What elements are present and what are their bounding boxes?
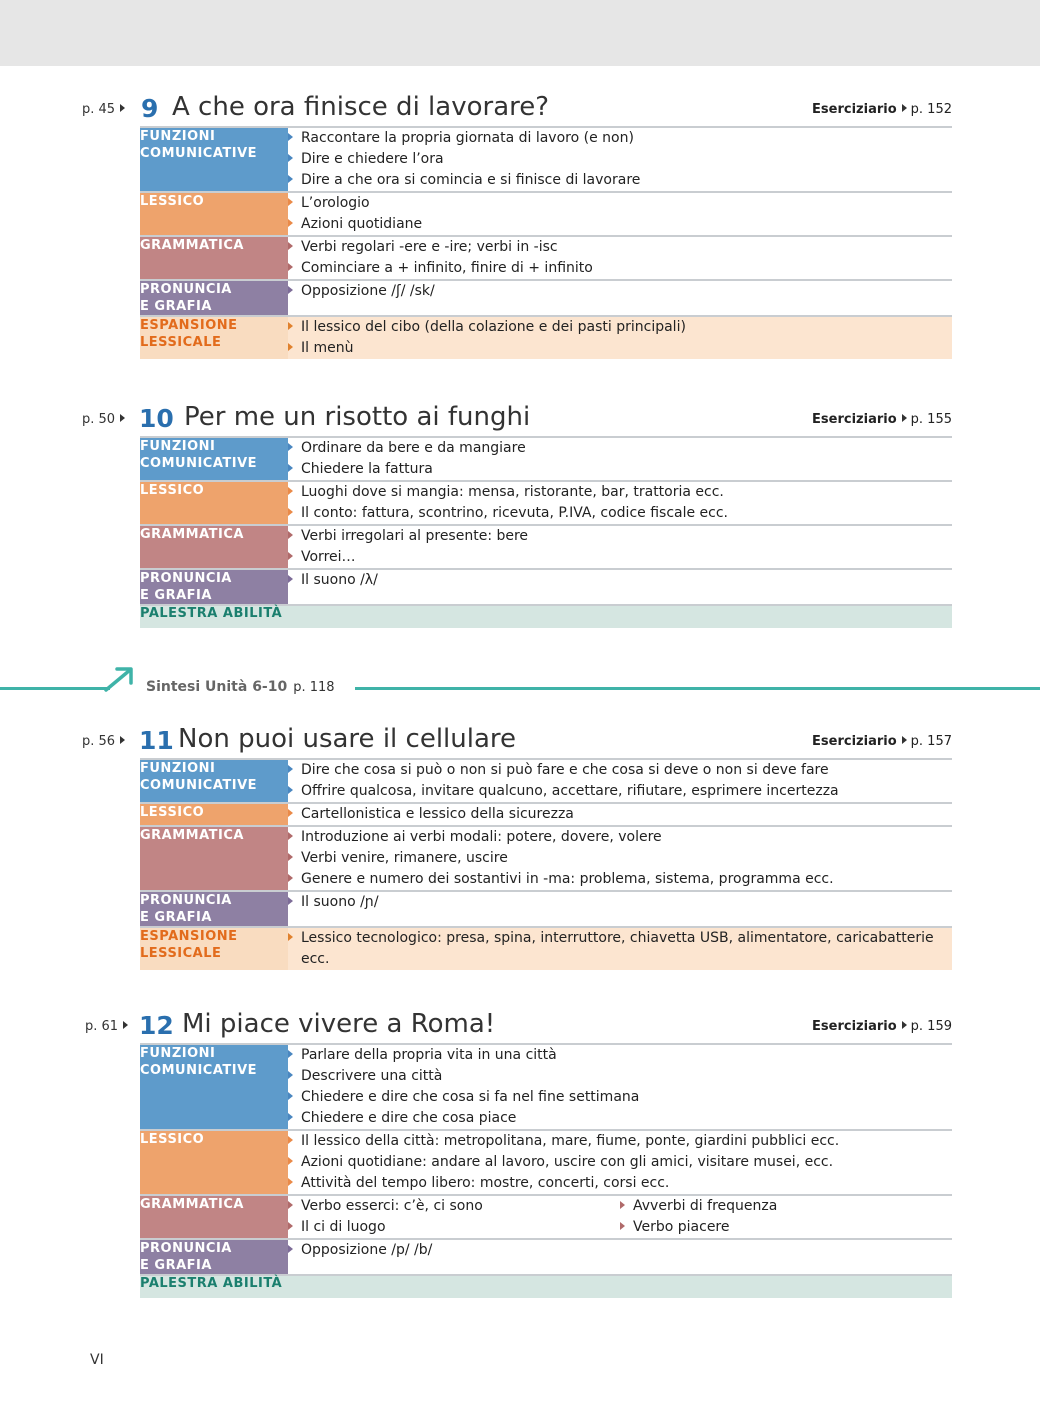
row-espansione [140,316,952,359]
bullet-icon [288,809,293,817]
list-item: L’orologio [301,195,370,211]
category-label: LESSICO [140,192,288,236]
row-pronuncia [140,891,952,927]
unit-contents-table [140,758,952,970]
row-funzioni [140,1044,952,1130]
list-item: Il menù [301,340,354,356]
bullet-icon [288,1178,293,1186]
unit-number: 12 [139,1011,174,1040]
category-label: LESSICO [140,803,288,826]
list-item: Attività del tempo libero: mostre, concerti, corsi ecc. [301,1175,670,1191]
bullet-icon [288,1050,293,1058]
unit-page-ref[interactable]: p. 50 [82,412,125,427]
unit-page-ref[interactable]: p. 61 [85,1019,128,1034]
row-grammatica [140,1195,952,1239]
list-item: Opposizione /ʃ/ /sk/ [301,283,435,299]
unit-header [0,722,1040,758]
row-grammatica [140,826,952,891]
row-grammatica [140,236,952,280]
bullet-icon [288,853,293,861]
category-label: ESPANSIONE LESSICALE [140,927,288,970]
bullet-icon [288,198,293,206]
unit-header [0,400,1040,436]
bullet-icon [288,343,293,351]
triangle-arrow-icon [120,736,125,744]
bullet-icon [288,1071,293,1079]
bullet-icon [288,874,293,882]
list-item: Cartellonistica e lessico della sicurezza [301,806,574,822]
page-folio: VI [90,1352,104,1368]
category-label: PRONUNCIA E GRAFIA [140,891,288,927]
bullet-icon [288,786,293,794]
row-funzioni [140,127,952,192]
list-item: Opposizione /p/ /b/ [301,1242,433,1258]
list-item: Il suono /λ/ [301,572,378,588]
row-lessico [140,481,952,525]
list-item: Verbo esserci: c’è, ci sono [301,1198,483,1214]
divider-line [355,687,1040,690]
unit-number: 9 [141,94,159,123]
sintesi-separator [0,666,1040,712]
category-label: LESSICO [140,481,288,525]
category-label: PRONUNCIA E GRAFIA [140,1239,288,1275]
arrow-up-right-icon [104,666,136,694]
bullet-icon [288,322,293,330]
list-item: Dire che cosa si può o non si può fare e che cosa si deve o non si deve fare [301,762,829,778]
bullet-icon [288,933,293,941]
list-item: Introduzione ai verbi modali: potere, dovere, volere [301,829,662,845]
unit-number: 11 [139,726,174,755]
bullet-icon [288,531,293,539]
unit-contents-table [140,126,952,359]
row-palestra [140,1275,952,1298]
category-label: FUNZIONI COMUNICATIVE [140,759,288,803]
list-item: Cominciare a + infinito, finire di + infinito [301,260,593,276]
list-item: Azioni quotidiane [301,216,423,232]
row-palestra [140,605,952,628]
category-label: FUNZIONI COMUNICATIVE [140,127,288,192]
unit-title: Mi piace vivere a Roma! [182,1009,496,1039]
bullet-icon [288,154,293,162]
bullet-icon [288,487,293,495]
row-funzioni [140,759,952,803]
list-item: Il conto: fattura, scontrino, ricevuta, P.IVA, codice fiscale ecc. [301,505,729,521]
unit-title: Non puoi usare il cellulare [178,724,517,754]
bullet-icon [288,263,293,271]
list-item: Il lessico della città: metropolitana, mare, fiume, ponte, giardini pubblici ecc. [301,1133,840,1149]
row-pronuncia [140,1239,952,1275]
category-label: PRONUNCIA E GRAFIA [140,280,288,316]
bullet-icon [288,765,293,773]
eserciziario-ref[interactable]: Eserciziario p. 152 [812,102,952,117]
bullet-icon [288,1245,293,1253]
category-label: GRAMMATICA [140,236,288,280]
bullet-icon [288,464,293,472]
list-item: Il lessico del cibo (della colazione e dei pasti principali) [301,319,686,335]
list-item: Il suono /ɲ/ [301,894,379,910]
triangle-arrow-icon [902,414,907,422]
list-item: Offrire qualcosa, invitare qualcuno, accettare, rifiutare, esprimere incertezza [301,783,839,799]
list-item: Chiedere e dire che cosa piace [301,1110,517,1126]
list-item: Genere e numero dei sostantivi in -ma: problema, sistema, programma ecc. [301,871,834,887]
triangle-arrow-icon [902,104,907,112]
list-item: Dire e chiedere l’ora [301,151,444,167]
row-pronuncia [140,280,952,316]
list-item: Chiedere e dire che cosa si fa nel fine settimana [301,1089,640,1105]
row-pronuncia [140,569,952,605]
bullet-icon [288,1136,293,1144]
unit-12 [0,1007,1040,1298]
category-label: FUNZIONI COMUNICATIVE [140,1044,288,1130]
bullet-icon [288,832,293,840]
palestra-abilita-label: PALESTRA ABILITÀ [140,605,952,628]
unit-page-ref[interactable]: p. 45 [82,102,125,117]
bullet-icon [288,133,293,141]
list-item: Parlare della propria vita in una città [301,1047,557,1063]
bullet-icon [288,1113,293,1121]
triangle-arrow-icon [123,1021,128,1029]
list-item: Verbi venire, rimanere, uscire [301,850,508,866]
row-funzioni [140,437,952,481]
list-item: Dire a che ora si comincia e si finisce di lavorare [301,172,641,188]
bullet-icon [288,175,293,183]
unit-page-ref[interactable]: p. 56 [82,734,125,749]
bullet-icon [288,1222,293,1230]
unit-11 [0,722,1040,970]
palestra-abilita-label: PALESTRA ABILITÀ [140,1275,952,1298]
list-item: Vorrei… [301,549,356,565]
bullet-icon [288,552,293,560]
unit-number: 10 [139,404,174,433]
triangle-arrow-icon [902,1021,907,1029]
triangle-arrow-icon [902,736,907,744]
bullet-icon [288,286,293,294]
bullet-icon [288,1092,293,1100]
list-item: Avverbi di frequenza [633,1198,778,1214]
bullet-icon [288,1201,293,1209]
unit-9 [0,90,1040,359]
list-item: Verbi irregolari al presente: bere [301,528,529,544]
row-espansione [140,927,952,970]
bullet-icon [288,897,293,905]
row-lessico [140,192,952,236]
bullet-icon [620,1201,625,1209]
unit-header [0,90,1040,126]
category-label: GRAMMATICA [140,525,288,569]
category-label: GRAMMATICA [140,826,288,891]
category-label: GRAMMATICA [140,1195,288,1239]
bullet-icon [620,1222,625,1230]
bullet-icon [288,242,293,250]
triangle-arrow-icon [120,104,125,112]
eserciziario-ref[interactable]: Eserciziario p. 155 [812,412,952,427]
triangle-arrow-icon [120,414,125,422]
list-item: Verbo piacere [633,1219,730,1235]
eserciziario-ref[interactable]: Eserciziario p. 159 [812,1019,952,1034]
bullet-icon [288,219,293,227]
list-item: Lessico tecnologico: presa, spina, interruttore, chiavetta USB, alimentatore, caricabatterie ecc. [301,930,934,967]
list-item: Ordinare da bere e da mangiare [301,440,526,456]
category-label: LESSICO [140,1130,288,1195]
category-label: FUNZIONI COMUNICATIVE [140,437,288,481]
unit-header [0,1007,1040,1043]
unit-contents-table [140,1043,952,1298]
list-item: Descrivere una città [301,1068,443,1084]
bullet-icon [288,508,293,516]
row-lessico [140,1130,952,1195]
list-item: Verbi regolari -ere e -ire; verbi in -isc [301,239,558,255]
category-label: PRONUNCIA E GRAFIA [140,569,288,605]
eserciziario-ref[interactable]: Eserciziario p. 157 [812,734,952,749]
top-margin-band [0,0,1040,66]
list-item: Luoghi dove si mangia: mensa, ristorante, bar, trattoria ecc. [301,484,724,500]
list-item: Raccontare la propria giornata di lavoro (e non) [301,130,634,146]
row-lessico [140,803,952,826]
list-item: Il ci di luogo [301,1219,386,1235]
unit-title: A che ora finisce di lavorare? [172,92,550,122]
unit-title: Per me un risotto ai funghi [184,402,531,432]
unit-contents-table [140,436,952,628]
bullet-icon [288,1157,293,1165]
list-item: Chiedere la fattura [301,461,433,477]
list-item: Azioni quotidiane: andare al lavoro, uscire con gli amici, visitare musei, ecc. [301,1154,834,1170]
bullet-icon [288,575,293,583]
category-label: ESPANSIONE LESSICALE [140,316,288,359]
divider-line [0,687,110,690]
bullet-icon [288,443,293,451]
unit-10 [0,400,1040,628]
row-grammatica [140,525,952,569]
sintesi-link[interactable]: Sintesi Unità 6-10 p. 118 [146,679,335,695]
